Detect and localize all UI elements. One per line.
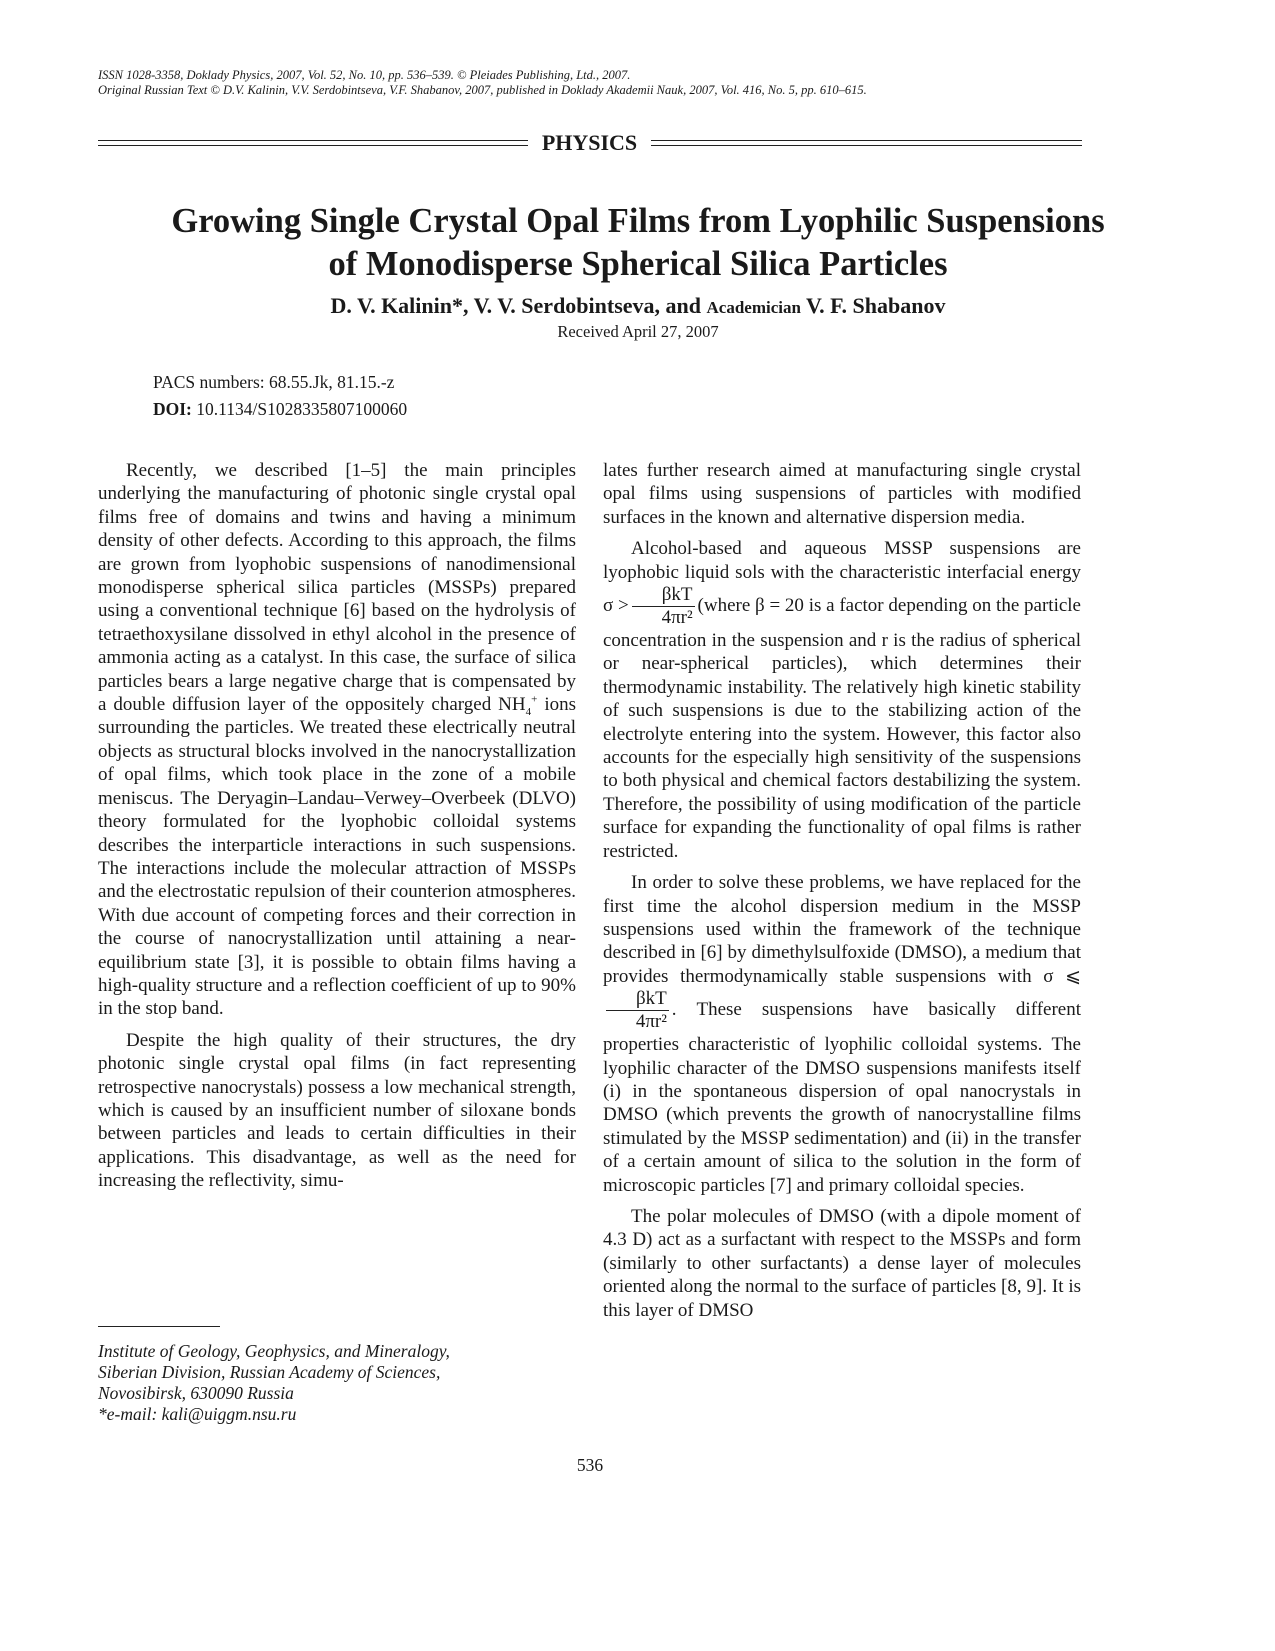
- left-p1-text-b: ions surrounding the particles. We treated these electrically neutral objects as structural blocks involved in the nanocrystallization of opal films, which took place in the zone of a mobile meniscus. The Deryagin–Landau–Verwey–Overbeek (DLVO) theory formulated for the lyophobic colloidal systems describes the interparticle interactions in such suspensions. The interactions include the molecular attraction of MSSPs and the electrostatic repulsion of their counterion atmospheres. With due account of competing forces and their correction in the course of nanocrystallization until attaining a near-equilibrium state [3], it is possible to obtain films having a high-quality structure and a reflection coefficient of up to 90% in the stop band.: [98, 694, 577, 1020]
- left-p1-text-a: Recently, we described [1–5] the main principles underlying the manufacturing of photonic single crystal opal films free of domains and twins and having a minimum density of other defects. According to this approach, the films are grown from lyophobic suspensions of nanodimensional monodisperse spherical silica particles (MSSPs) prepared using a conventional technique [6] based on the hydrolysis of tetraethoxysilane dissolved in ethyl alcohol in the presence of ammonia acting as a catalyst. In this case, the surface of silica particles bears a large negative charge that is compensated by a double diffusion layer of the oppositely charged NH: [98, 460, 576, 716]
- section-rule-left: [98, 140, 528, 146]
- left-column: [98, 459, 576, 1201]
- authors-part-2: V. F. Shabanov: [800, 293, 946, 318]
- fraction-2-numerator: βkT: [606, 988, 669, 1011]
- right-paragraph-2: [603, 537, 1081, 863]
- pacs-numbers: PACS numbers: 68.55.Jk, 81.15.-z: [153, 372, 395, 392]
- right-p2-text-a: Alcohol-based and aqueous MSSP suspensions are lyophobic liquid sols with the characteristic interfacial energy σ >: [603, 538, 1081, 616]
- doi-label: DOI:: [153, 399, 192, 419]
- title-line-2: of Monodisperse Spherical Silica Particles: [328, 245, 948, 283]
- right-paragraph-3: [603, 871, 1081, 1197]
- right-paragraph-4: The polar molecules of DMSO (with a dipole moment of 4.3 D) act as a surfactant with respect to the MSSPs and form (similarly to other surfactants) a dense layer of molecules oriented along the normal to the surface of particles [8, 9]. It is this layer of DMSO: [603, 1205, 1081, 1321]
- footnote-line-2: Siberian Division, Russian Academy of Sciences,: [98, 1362, 441, 1382]
- footnote-line-3: Novosibirsk, 630090 Russia: [98, 1383, 294, 1403]
- affiliation-footnote: [98, 1341, 576, 1425]
- fraction-1-numerator: βkT: [632, 584, 695, 607]
- footnote-email: *e-mail: kali@uiggm.nsu.ru: [98, 1404, 297, 1424]
- header-line-2: Original Russian Text © D.V. Kalinin, V.V. Serdobintseva, V.F. Shabanov, 2007, published in Doklady Akademii Nauk, 2007, Vol. 416, No. 5, pp. 610–615.: [98, 83, 867, 97]
- nh4-subscript: 4: [525, 705, 532, 718]
- footnote-rule: [98, 1326, 220, 1327]
- header-line-1: ISSN 1028-3358, Doklady Physics, 2007, Vol. 52, No. 10, pp. 536–539. © Pleiades Publishing, Ltd., 2007.: [98, 68, 631, 82]
- title-line-1: Growing Single Crystal Opal Films from Lyophilic Suspensions: [171, 202, 1105, 240]
- left-paragraph-1: [98, 459, 576, 1021]
- right-column: [603, 459, 1081, 1330]
- left-paragraph-2: Despite the high quality of their structures, the dry photonic single crystal opal films (in fact representing retrospective nanocrystals) possess a low mechanical strength, which is caused by an insufficient number of siloxane bonds between particles and leads to certain difficulties in their applications. This disadvantage, as well as the need for increasing the reflectivity, simu-: [98, 1029, 576, 1192]
- fraction-1-denominator: 4πr²: [661, 607, 693, 629]
- academician-label: Academician: [706, 298, 801, 317]
- fraction-2-denominator: 4πr²: [635, 1011, 667, 1033]
- authors-part-1: D. V. Kalinin*, V. V. Serdobintseva, and: [330, 293, 707, 318]
- page-number: 536: [576, 1455, 604, 1475]
- right-paragraph-1: lates further research aimed at manufacturing single crystal opal films using suspensions of particles with modified surfaces in the known and alternative dispersion media.: [603, 460, 1081, 528]
- energy-fraction-2: [606, 988, 669, 1033]
- section-rule-right: [651, 140, 1082, 146]
- doi-value: 10.1134/S1028335807100060: [196, 399, 408, 419]
- right-p2-text-b: (where β = 20 is a factor depending on the particle concentration in the suspension and r is the radius of spherical or near-spherical particles), which determines their thermodynamic instability. The relatively high kinetic stability of such suspensions is due to the stabilizing action of the electrolyte entering into the system. However, this factor also accounts for the especially high sensitivity of the suspensions to both physical and chemical factors destabilizing the system. Therefore, the possibility of using modification of the particle surface for expanding the functionality of opal films is rather restricted.: [603, 594, 1081, 862]
- journal-header: [98, 68, 1098, 98]
- author-list: [98, 293, 1178, 321]
- section-heading: PHYSICS: [541, 130, 638, 155]
- right-p3-text-b: . These suspensions have basically different properties characteristic of lyophilic colloidal systems. The lyophilic character of the DMSO suspensions manifests itself (i) in the spontaneous dispersion of opal nanocrystals in DMSO (which prevents the growth of nanocrystalline films stimulated by the MSSP sedimentation) and (ii) in the transfer of a certain amount of silica to the solution in the form of microscopic particles [7] and primary colloidal species.: [603, 998, 1081, 1196]
- doi-line: [153, 397, 407, 421]
- article-title: [98, 200, 1178, 286]
- nh4-superscript: +: [531, 693, 538, 706]
- right-p3-text-a: In order to solve these problems, we have replaced for the first time the alcohol dispersion medium in the MSSP suspensions used within the framework of the technique described in [6] by dimethylsulfoxide (DMSO), a medium that provides thermodynamically stable suspensions with σ ⩽: [603, 872, 1081, 987]
- footnote-line-1: Institute of Geology, Geophysics, and Mineralogy,: [98, 1341, 450, 1361]
- section-banner: [98, 132, 1082, 156]
- received-date: Received April 27, 2007: [557, 322, 719, 341]
- energy-fraction-1: [632, 584, 695, 629]
